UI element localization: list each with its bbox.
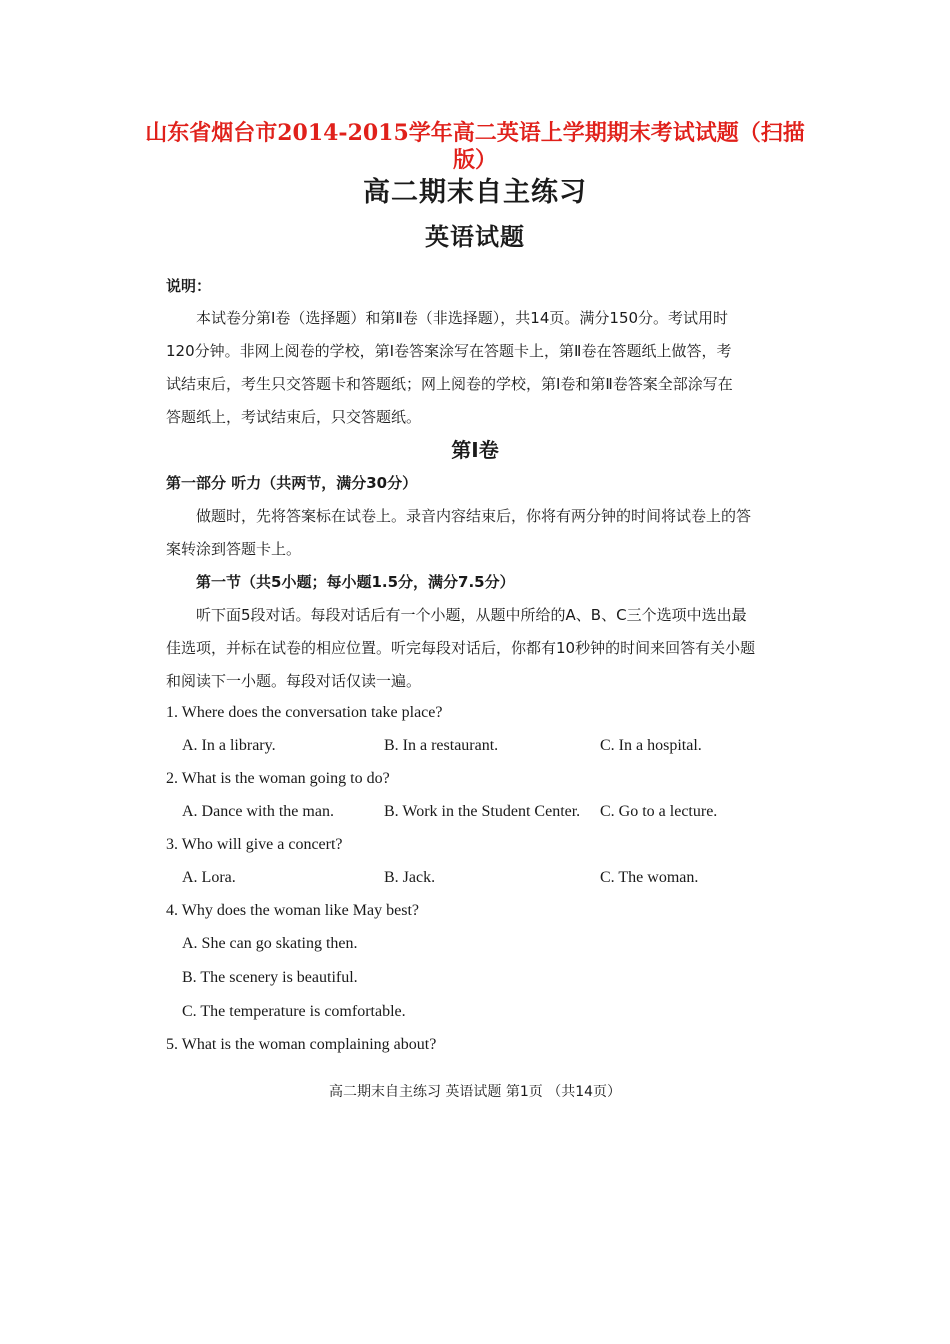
instructions-line: 答题纸上，考试结束后，只交答题纸。 <box>166 408 422 426</box>
exam-heading: 高二期末自主练习 <box>363 177 587 208</box>
option-b: B. Work in the Student Center. <box>384 803 581 820</box>
instructions-line: 试结束后，考生只交答题卡和答题纸；网上阅卷的学校，第Ⅰ卷和第Ⅱ卷答案全部涂写在 <box>166 375 733 393</box>
option-c: C. The temperature is comfortable. <box>182 1003 406 1020</box>
option-a: A. Dance with the man. <box>182 803 334 820</box>
question-text: 5. What is the woman complaining about? <box>166 1036 437 1053</box>
instructions-line: 本试卷分第Ⅰ卷（选择题）和第Ⅱ卷（非选择题），共14页。满分150分。考试用时 <box>196 309 729 327</box>
question-text: 1. Where does the conversation take place? <box>166 704 443 721</box>
section-line: 佳选项，并标在试卷的相应位置。听完每段对话后，你都有10秒钟的时间来回答有关小题 <box>166 639 756 657</box>
part-intro-line: 案转涂到答题卡上。 <box>166 540 302 558</box>
document-title-line-1: 山东省烟台市2014-2015学年高二英语上学期期末考试试题（扫描 <box>145 120 805 146</box>
option-b: B. The scenery is beautiful. <box>182 969 358 986</box>
part-title: 第一部分 听力（共两节，满分30分） <box>166 474 418 492</box>
option-b: B. Jack. <box>384 869 436 886</box>
document-title-line-2: 版） <box>452 147 497 173</box>
instructions-label: 说明： <box>166 277 212 295</box>
option-a: A. In a library. <box>182 737 276 754</box>
section-title: 第一节（共5小题；每小题1.5分，满分7.5分） <box>196 573 515 591</box>
option-a: A. Lora. <box>182 869 236 886</box>
instructions-line: 120分钟。非网上阅卷的学校，第Ⅰ卷答案涂写在答题卡上，第Ⅱ卷在答题纸上做答，考 <box>166 342 732 360</box>
question-text: 2. What is the woman going to do? <box>166 770 390 787</box>
question-text: 3. Who will give a concert? <box>166 836 343 853</box>
section-line: 和阅读下一小题。每段对话仅读一遍。 <box>166 672 422 690</box>
page-footer: 高二期末自主练习 英语试题 第1页 （共14页） <box>328 1084 622 1100</box>
part-intro-line: 做题时，先将答案标在试卷上。录音内容结束后，你将有两分钟的时间将试卷上的答 <box>196 507 752 525</box>
option-b: B. In a restaurant. <box>384 737 499 754</box>
document-title <box>140 120 810 174</box>
volume-title: 第Ⅰ卷 <box>451 438 499 462</box>
option-a: A. She can go skating then. <box>182 935 358 952</box>
question-text: 4. Why does the woman like May best? <box>166 902 419 919</box>
exam-subheading: 英语试题 <box>425 223 525 251</box>
option-c: C. In a hospital. <box>600 737 702 754</box>
option-c: C. The woman. <box>600 869 699 886</box>
option-c: C. Go to a lecture. <box>600 803 718 820</box>
section-line: 听下面5段对话。每段对话后有一个小题，从题中所给的A、B、C三个选项中选出最 <box>196 606 747 624</box>
